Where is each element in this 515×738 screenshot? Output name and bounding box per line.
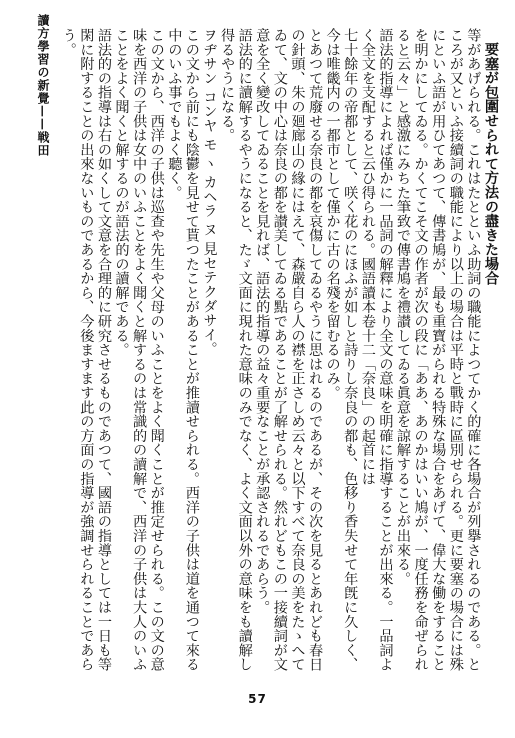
example-sentence: ヲヂサン コンヤ モ ヽ カヘラ ヌ 見セテクダサイ。: [201, 28, 218, 356]
running-header: 讀方學習の新覺——戦田: [36, 14, 50, 157]
page-number: 57: [248, 692, 267, 706]
paragraph: 語法的に讀解するやうになると、たゞ文面に現れた意味のみでなく、よく文面以外の意味をも讀解し得るやうになる。: [219, 28, 253, 672]
section-heading: 要塞が包圍せられて方法の盡きた場合: [483, 42, 499, 286]
paragraph: 等があげられる。これはたとといふ助詞の職能によつてかく的確に各場合が列擧されるのである。ところが又といふ接續詞の職能により以上の場合は平時と戰時に區別せられる。更に要塞の場合には殊にといふ語が用ひてあつて、傳書鳩が、最も重寶がられる特殊な場合をあげて、偉大な働をすることを明かにしてゐる。かくてこそ文の作者が次の段に「ああ、あのかはいい鳩が、一度任務を命ぜられると云々」と感激にみちた筆致で傳書鳩を禮讃してゐる眞意を諒解することが出來る。: [395, 28, 482, 672]
paragraph: 語法的の指導は右の如くして文意を合理的に研究させるものであつて、國語の指導としては一日も等閑に附することの出來ないものであるから、今後ますます此の方面の指導が強調せられることであらう。: [60, 28, 112, 672]
paragraph: この文から、西洋の子供は巡查や先生や父母のいふことをよく聞くことが推定せられる。この文の意味を西洋の子供は女中のいふことをよく聞くと解するのは常識的の讀解で、西洋の子供は大人のいふことをよく聞くと解するのが語法的の讀解である。: [113, 28, 165, 672]
paragraph: とあつて荒廢せる奈良の都を哀傷してゐるやうに思はれるのであるが、その次を見るとあれども春日の針頭、朱の廻廊山の緣にはえて、森嚴自ら人の襟を正さしめ云々と以下すべて奈良の美をたゝへてゐて、文の中心は奈良の都を讃美してゐる點であることが了解せられる。然れどもこの一接續詞が文意を全く變改してゐることを見れば、語法的指導の益々重要なことが承認されるであらう。: [254, 28, 324, 672]
quoted-passage: 七十餘年の帝都として、咲く花のにほふが如しと詩りし奈良の都も、色移り香失せて年旣に久しく、今は唯畿内の一都市として僅かに古の名殘を留むるのみ。: [324, 28, 359, 672]
body-text-column: [31, 28, 499, 680]
paragraph: この文から前にも陰鬱を見せて貰つたことがあることが推讀せられる。西洋の子供は道を通つて來る中のいふ事でもよく聽く。: [166, 28, 200, 672]
paragraph: 語法的指導によれば僅かに一品詞の解釋により全文の意味を明確に指導することが出來る。一品詞よく全文を支配すると云ひ得られる。國語讀本卷十二「奈良」の起首には: [359, 28, 394, 672]
